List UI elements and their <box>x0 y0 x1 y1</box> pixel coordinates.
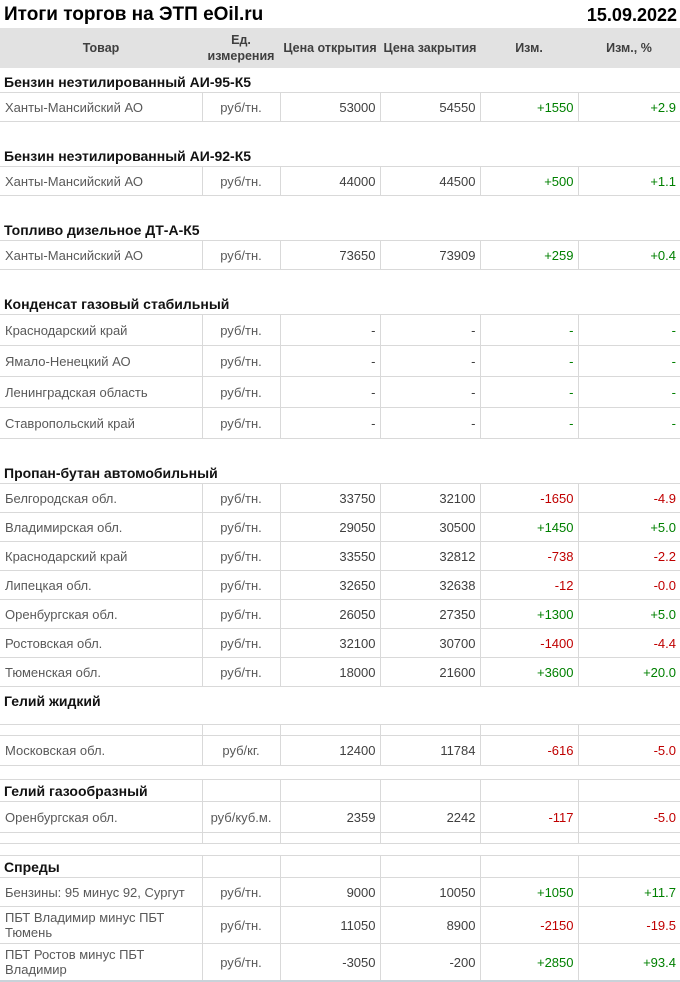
cell-change-pct: +93.4 <box>578 944 680 982</box>
cell-region: Оренбургская обл. <box>0 600 202 629</box>
cell-change-pct: +5.0 <box>578 513 680 542</box>
cell-close-price: 30500 <box>380 513 480 542</box>
table-row <box>0 600 680 629</box>
section-title: Спреды <box>0 856 202 878</box>
spacer-row <box>0 844 680 856</box>
cell-close-price: 10050 <box>380 878 480 907</box>
cell-unit: руб/тн. <box>202 241 280 270</box>
section-header-row <box>0 687 680 715</box>
cell-change-pct: -5.0 <box>578 736 680 766</box>
section-title: Гелий жидкий <box>4 692 101 709</box>
cell-unit: руб/тн. <box>202 571 280 600</box>
empty-cell <box>578 833 680 844</box>
cell-open-price: -3050 <box>280 944 380 982</box>
page-title: Итоги торгов на ЭТП eOil.ru <box>4 4 264 25</box>
cell-change: - <box>480 408 578 439</box>
cell-open-price: - <box>280 377 380 408</box>
results-table <box>0 28 680 982</box>
section-header-empty-cell <box>380 856 480 878</box>
empty-cell <box>380 833 480 844</box>
col-header-close-price: Цена закрытия <box>380 28 480 68</box>
spacer-cell <box>0 714 680 725</box>
section-header-empty-cell <box>480 856 578 878</box>
spacer-cell <box>0 439 680 463</box>
cell-unit: руб/тн. <box>202 542 280 571</box>
cell-unit: руб/тн. <box>202 93 280 122</box>
cell-open-price: - <box>280 315 380 346</box>
cell-open-price: 32650 <box>280 571 380 600</box>
spacer-cell <box>0 196 680 220</box>
section-header-empty-cell <box>202 780 280 802</box>
cell-unit: руб/кг. <box>202 736 280 766</box>
cell-close-price: 32638 <box>380 571 480 600</box>
empty-cell <box>380 725 480 736</box>
table-row <box>0 907 680 944</box>
table-row <box>0 484 680 513</box>
report-header <box>0 0 680 28</box>
cell-close-price: 2242 <box>380 802 480 833</box>
cell-open-price: 33550 <box>280 542 380 571</box>
table-row <box>0 241 680 270</box>
cell-unit: руб/тн. <box>202 167 280 196</box>
cell-change: -1650 <box>480 484 578 513</box>
cell-unit: руб/куб.м. <box>202 802 280 833</box>
cell-close-price: 21600 <box>380 658 480 687</box>
cell-change: -117 <box>480 802 578 833</box>
cell-open-price: 33750 <box>280 484 380 513</box>
spacer-cell <box>0 122 680 146</box>
section-header-row <box>0 780 680 802</box>
cell-change-pct: -4.9 <box>578 484 680 513</box>
cell-change: +1300 <box>480 600 578 629</box>
empty-cell <box>480 833 578 844</box>
cell-open-price: 18000 <box>280 658 380 687</box>
section-header-row <box>0 71 680 93</box>
empty-cell <box>202 833 280 844</box>
table-row <box>0 736 680 766</box>
section-header-empty-cell <box>280 780 380 802</box>
cell-close-price: - <box>380 408 480 439</box>
cell-region: Ямало-Ненецкий АО <box>0 346 202 377</box>
cell-unit: руб/тн. <box>202 944 280 982</box>
col-header-open-price: Цена открытия <box>280 28 380 68</box>
table-row <box>0 315 680 346</box>
empty-cell <box>202 725 280 736</box>
cell-unit: руб/тн. <box>202 346 280 377</box>
section-header-row <box>0 219 680 241</box>
cell-change: -616 <box>480 736 578 766</box>
cell-region: Бензины: 95 минус 92, Сургут <box>0 878 202 907</box>
cell-region: Московская обл. <box>0 736 202 766</box>
cell-region: Ханты-Мансийский АО <box>0 93 202 122</box>
section-title: Пропан-бутан автомобильный <box>0 462 680 484</box>
cell-change-pct: -19.5 <box>578 907 680 944</box>
spacer-row <box>0 766 680 780</box>
cell-change: -2150 <box>480 907 578 944</box>
cell-change-pct: +2.9 <box>578 93 680 122</box>
cell-change: +500 <box>480 167 578 196</box>
empty-cell <box>280 725 380 736</box>
cell-change-pct: +5.0 <box>578 600 680 629</box>
cell-close-price: 8900 <box>380 907 480 944</box>
cell-change-pct: +0.4 <box>578 241 680 270</box>
cell-open-price: 26050 <box>280 600 380 629</box>
empty-cell <box>480 725 578 736</box>
cell-open-price: - <box>280 408 380 439</box>
cell-region: Тюменская обл. <box>0 658 202 687</box>
cell-change-pct: - <box>578 408 680 439</box>
section-header-empty-cell <box>480 780 578 802</box>
cell-change-pct: -0.0 <box>578 571 680 600</box>
empty-bordered-row <box>0 725 680 736</box>
spacer-row <box>0 196 680 220</box>
cell-change-pct: - <box>578 346 680 377</box>
cell-close-price: - <box>380 377 480 408</box>
spacer-cell <box>0 766 680 780</box>
cell-unit: руб/тн. <box>202 658 280 687</box>
cell-change-pct: - <box>578 377 680 408</box>
section-header-empty-cell <box>380 780 480 802</box>
cell-close-price: 54550 <box>380 93 480 122</box>
table-row <box>0 346 680 377</box>
cell-close-price: 44500 <box>380 167 480 196</box>
table-row <box>0 944 680 982</box>
cell-unit: руб/тн. <box>202 600 280 629</box>
section-header-row <box>0 145 680 167</box>
cell-region: Белгородская обл. <box>0 484 202 513</box>
table-row <box>0 658 680 687</box>
section-header-empty-cell <box>578 780 680 802</box>
spacer-cell <box>0 270 680 294</box>
cell-open-price: 9000 <box>280 878 380 907</box>
cell-region: Ставропольский край <box>0 408 202 439</box>
cell-change: +1050 <box>480 878 578 907</box>
table-row <box>0 167 680 196</box>
cell-region: Владимирская обл. <box>0 513 202 542</box>
cell-unit: руб/тн. <box>202 629 280 658</box>
cell-change-pct: - <box>578 315 680 346</box>
cell-change: - <box>480 346 578 377</box>
col-header-change: Изм. <box>480 28 578 68</box>
cell-region: Липецкая обл. <box>0 571 202 600</box>
cell-change: +3600 <box>480 658 578 687</box>
cell-unit: руб/тн. <box>202 878 280 907</box>
cell-region: Ханты-Мансийский АО <box>0 167 202 196</box>
col-header-unit: Ед. измерения <box>202 28 280 68</box>
cell-open-price: 44000 <box>280 167 380 196</box>
column-header-row <box>0 28 680 68</box>
spacer-row <box>0 439 680 463</box>
section-header-empty-cell <box>280 856 380 878</box>
cell-unit: руб/тн. <box>202 408 280 439</box>
empty-cell <box>0 725 202 736</box>
cell-close-price: 73909 <box>380 241 480 270</box>
cell-close-price: 27350 <box>380 600 480 629</box>
cell-change-pct: -4.4 <box>578 629 680 658</box>
cell-region: Краснодарский край <box>0 542 202 571</box>
table-row <box>0 513 680 542</box>
table-row <box>0 542 680 571</box>
cell-change-pct: +20.0 <box>578 658 680 687</box>
cell-region: Оренбургская обл. <box>0 802 202 833</box>
cell-change-pct: +11.7 <box>578 878 680 907</box>
cell-change: +1550 <box>480 93 578 122</box>
section-title: Гелий газообразный <box>0 780 202 802</box>
cell-close-price: - <box>380 315 480 346</box>
cell-change: +1450 <box>480 513 578 542</box>
table-row <box>0 571 680 600</box>
table-row <box>0 629 680 658</box>
section-title: Конденсат газовый стабильный <box>0 293 680 315</box>
cell-open-price: 29050 <box>280 513 380 542</box>
cell-open-price: 73650 <box>280 241 380 270</box>
report-date: 15.09.2022 <box>586 4 677 25</box>
cell-change: - <box>480 377 578 408</box>
empty-cell <box>0 833 202 844</box>
spacer-row <box>0 270 680 294</box>
cell-region: ПБТ Ростов минус ПБТ Владимир <box>0 944 202 982</box>
col-header-product: Товар <box>0 28 202 68</box>
section-title: Топливо дизельное ДТ-А-К5 <box>0 219 680 241</box>
spacer-row <box>0 714 680 725</box>
cell-unit: руб/тн. <box>202 484 280 513</box>
cell-unit: руб/тн. <box>202 513 280 542</box>
section-header-empty-cell <box>202 856 280 878</box>
cell-open-price: 11050 <box>280 907 380 944</box>
section-header-row <box>0 293 680 315</box>
cell-change: +259 <box>480 241 578 270</box>
spacer-row <box>0 122 680 146</box>
section-header-row <box>0 462 680 484</box>
cell-close-price: 11784 <box>380 736 480 766</box>
cell-unit: руб/тн. <box>202 377 280 408</box>
table-row <box>0 377 680 408</box>
cell-change-pct: -2.2 <box>578 542 680 571</box>
cell-close-price: -200 <box>380 944 480 982</box>
cell-open-price: 12400 <box>280 736 380 766</box>
cell-change: -12 <box>480 571 578 600</box>
section-title: Бензин неэтилированный АИ-92-К5 <box>0 145 680 167</box>
cell-open-price: 53000 <box>280 93 380 122</box>
col-header-change-pct: Изм., % <box>578 28 680 68</box>
cell-open-price: - <box>280 346 380 377</box>
cell-change: -1400 <box>480 629 578 658</box>
spacer-cell <box>0 844 680 856</box>
table-row <box>0 878 680 907</box>
cell-close-price: 32100 <box>380 484 480 513</box>
cell-region: Краснодарский край <box>0 315 202 346</box>
cell-open-price: 32100 <box>280 629 380 658</box>
empty-cell <box>578 725 680 736</box>
cell-region: Ханты-Мансийский АО <box>0 241 202 270</box>
cell-close-price: - <box>380 346 480 377</box>
cell-change-pct: -5.0 <box>578 802 680 833</box>
section-header-empty-cell <box>578 856 680 878</box>
cell-close-price: 32812 <box>380 542 480 571</box>
section-header-row <box>0 856 680 878</box>
cell-change: -738 <box>480 542 578 571</box>
table-row <box>0 408 680 439</box>
cell-region: Ростовская обл. <box>0 629 202 658</box>
cell-unit: руб/тн. <box>202 315 280 346</box>
section-title: Бензин неэтилированный АИ-95-К5 <box>0 71 680 93</box>
empty-cell <box>280 833 380 844</box>
cell-region: ПБТ Владимир минус ПБТ Тюмень <box>0 907 202 944</box>
cell-change: - <box>480 315 578 346</box>
cell-open-price: 2359 <box>280 802 380 833</box>
table-row <box>0 802 680 833</box>
table-row <box>0 93 680 122</box>
cell-region: Ленинградская область <box>0 377 202 408</box>
cell-change-pct: +1.1 <box>578 167 680 196</box>
cell-unit: руб/тн. <box>202 907 280 944</box>
cell-close-price: 30700 <box>380 629 480 658</box>
cell-change: +2850 <box>480 944 578 982</box>
empty-bordered-row <box>0 833 680 844</box>
